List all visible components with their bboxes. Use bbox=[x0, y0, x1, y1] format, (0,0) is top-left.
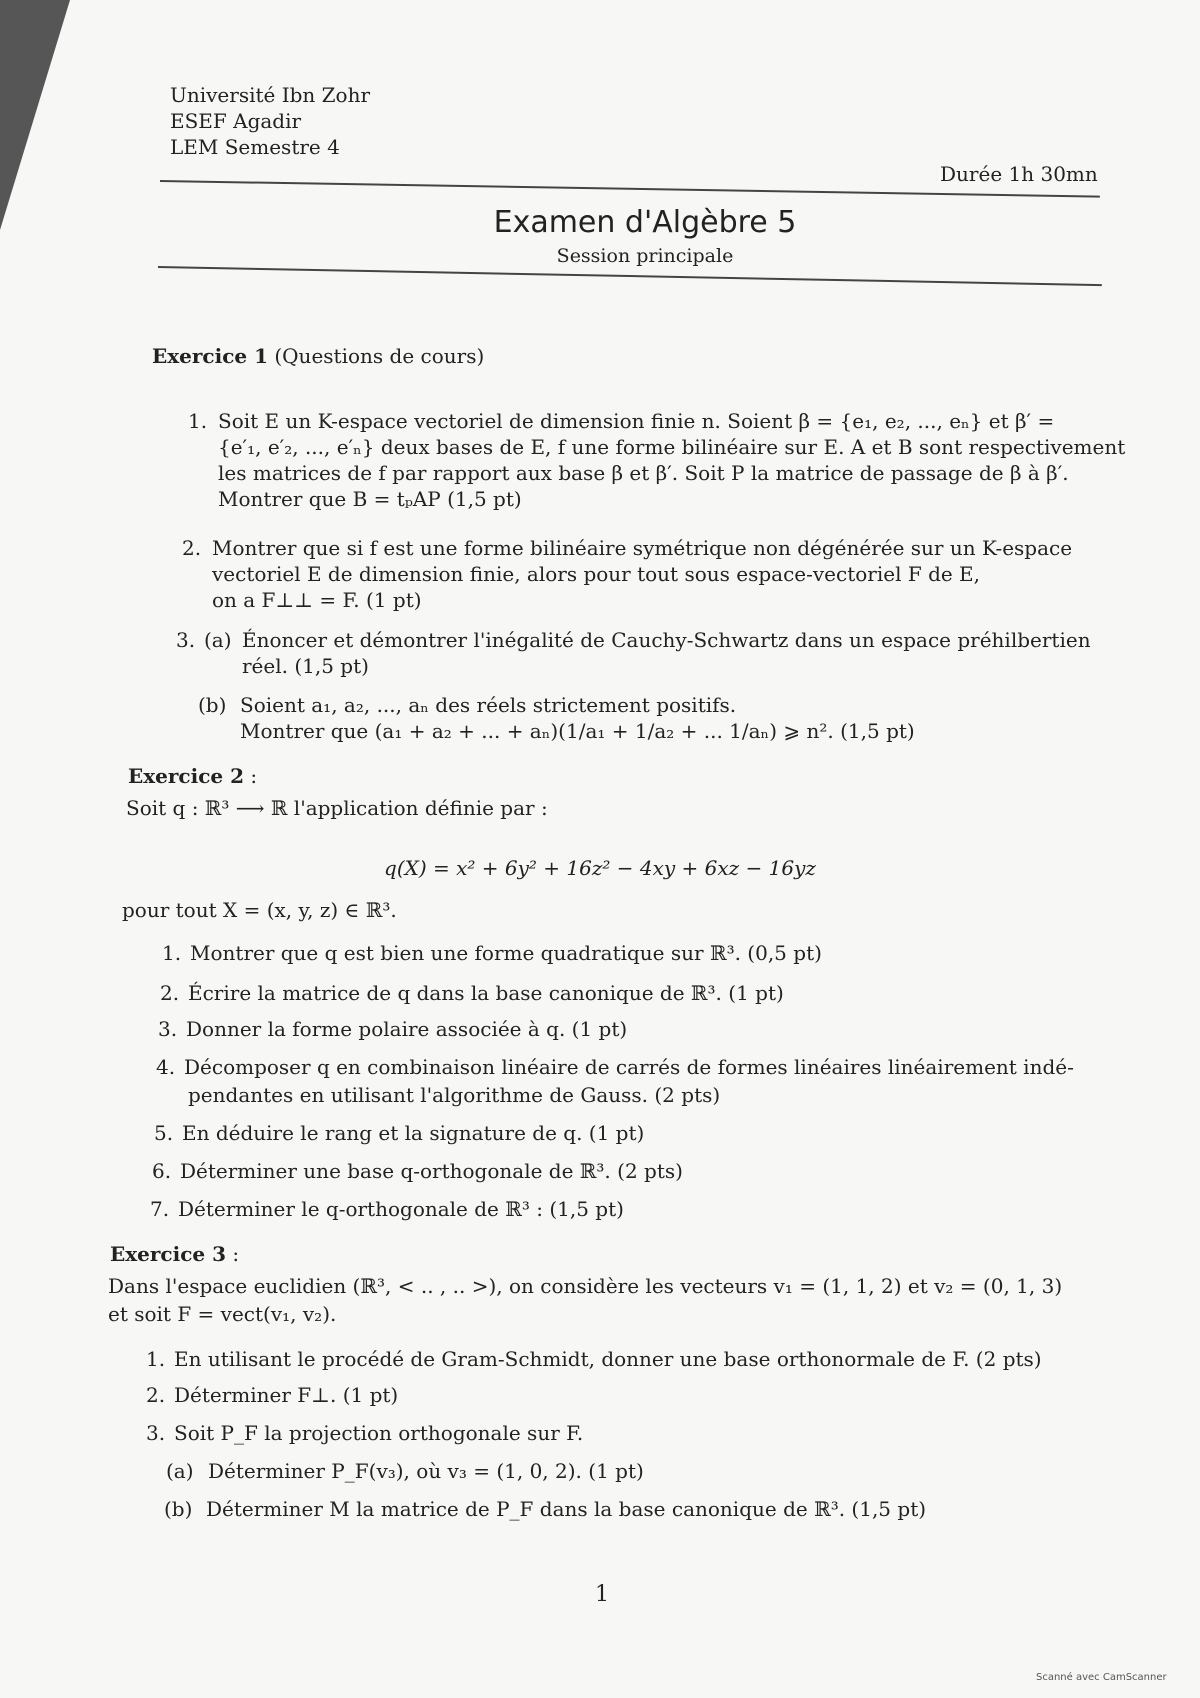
question-number: 2. bbox=[146, 1383, 166, 1407]
item-number: 1. bbox=[162, 941, 182, 965]
question-number: 3. bbox=[146, 1421, 166, 1445]
ex1-question-1 bbox=[188, 408, 216, 434]
ex3-q3a-text: Déterminer P_F(v₃), où v₃ = (1, 0, 2). (1 pt) bbox=[208, 1459, 644, 1483]
exercise-2-colon: : bbox=[250, 764, 258, 788]
page-number: 1 bbox=[595, 1582, 609, 1607]
ex1-q1-line1: Soit E un K-espace vectoriel de dimension finie n. Soient β = {e₁, e₂, ..., eₙ} et β′ = bbox=[218, 409, 1055, 433]
institution-header bbox=[170, 82, 370, 160]
ex2-item-2 bbox=[160, 980, 784, 1006]
ex1-question-3 bbox=[176, 627, 204, 653]
item-number: 5. bbox=[154, 1121, 174, 1145]
question-number: 3. bbox=[176, 628, 196, 652]
exercise-3-title: Exercice 3 bbox=[110, 1242, 226, 1266]
ex1-q3a-line1: Énoncer et démontrer l'inégalité de Cauchy-Schwartz dans un espace préhilbertien bbox=[242, 628, 1091, 652]
item-text: Donner la forme polaire associée à q. (1 pt) bbox=[186, 1017, 628, 1041]
ex3-q3b-label: (b) bbox=[164, 1497, 193, 1521]
exercise-3-colon: : bbox=[232, 1242, 240, 1266]
ex2-intro: Soit q : ℝ³ ⟶ ℝ l'application définie par : bbox=[126, 796, 548, 820]
ex3-q3b-text: Déterminer M la matrice de P_F dans la base canonique de ℝ³. (1,5 pt) bbox=[206, 1497, 927, 1521]
question-number: 2. bbox=[182, 536, 202, 560]
item-text: Décomposer q en combinaison linéaire de carrés de formes linéaires linéairement indé- bbox=[184, 1055, 1074, 1079]
scanner-watermark: Scanné avec CamScanner bbox=[1036, 1672, 1167, 1683]
item-text: Déterminer le q-orthogonale de ℝ³ : (1,5 pt) bbox=[178, 1197, 624, 1221]
ex1-q3b-line1: Soient a₁, a₂, ..., aₙ des réels strictement positifs. bbox=[240, 693, 737, 717]
ex3-q3a-label: (a) bbox=[166, 1459, 194, 1483]
bottom-divider bbox=[158, 266, 1102, 286]
exam-duration: Durée 1h 30mn bbox=[940, 162, 1098, 186]
question-text: Déterminer F⊥. (1 pt) bbox=[174, 1383, 399, 1407]
item-number: 3. bbox=[158, 1017, 178, 1041]
ex1-q2-line2: vectoriel E de dimension finie, alors pour tout sous espace-vectoriel F de E, bbox=[212, 562, 981, 586]
question-number: 1. bbox=[146, 1347, 166, 1371]
school-name: ESEF Agadir bbox=[170, 109, 302, 133]
ex1-q3a-line2: réel. (1,5 pt) bbox=[242, 654, 369, 678]
ex1-q1-line2: {e′₁, e′₂, ..., e′ₙ} deux bases de E, f une forme bilinéaire sur E. A et B sont respectivement bbox=[218, 435, 1126, 459]
exercise-1-heading bbox=[152, 342, 484, 370]
item-number: 2. bbox=[160, 981, 180, 1005]
ex2-item-5 bbox=[154, 1120, 644, 1146]
ex1-q2-line3: on a F⊥⊥ = F. (1 pt) bbox=[212, 588, 422, 612]
ex2-forall: pour tout X = (x, y, z) ∈ ℝ³. bbox=[122, 898, 397, 922]
ex2-item-4-line2: pendantes en utilisant l'algorithme de Gauss. (2 pts) bbox=[188, 1083, 721, 1107]
exam-title: Examen d'Algèbre 5 bbox=[493, 205, 797, 240]
program-name: LEM Semestre 4 bbox=[170, 135, 340, 159]
ex2-item-7 bbox=[150, 1196, 624, 1222]
ex1-question-2 bbox=[182, 535, 210, 561]
ex3-intro-line2: et soit F = vect(v₁, v₂). bbox=[108, 1302, 337, 1326]
ex1-q3b-label: (b) bbox=[198, 693, 227, 717]
exercise-3-heading bbox=[110, 1240, 239, 1268]
ex2-item-1 bbox=[162, 940, 822, 966]
item-number: 4. bbox=[156, 1055, 176, 1079]
ex3-intro-line1: Dans l'espace euclidien (ℝ³, < .. , .. >), on considère les vecteurs v₁ = (1, 1, 2) et v₂ = (0, 1, 3) bbox=[108, 1274, 1063, 1298]
ex3-question-1 bbox=[146, 1346, 1042, 1372]
ex2-item-3 bbox=[158, 1016, 627, 1042]
exercise-1-title: Exercice 1 bbox=[152, 344, 268, 368]
item-text: Montrer que q est bien une forme quadratique sur ℝ³. (0,5 pt) bbox=[190, 941, 822, 965]
ex1-q3a-label: (a) bbox=[204, 628, 232, 652]
question-text: En utilisant le procédé de Gram-Schmidt, donner une base orthonormale de F. (2 pts) bbox=[174, 1347, 1042, 1371]
question-number: 1. bbox=[188, 409, 208, 433]
ex2-item-6 bbox=[152, 1158, 683, 1184]
ex1-q2-line1: Montrer que si f est une forme bilinéaire symétrique non dégénérée sur un K-espace bbox=[212, 536, 1073, 560]
university-name: Université Ibn Zohr bbox=[170, 83, 371, 107]
exercise-1-subtitle: (Questions de cours) bbox=[274, 344, 485, 368]
exam-session: Session principale bbox=[556, 245, 734, 267]
ex1-q1-line3: les matrices de f par rapport aux base β et β′. Soit P la matrice de passage de β à β′. bbox=[218, 461, 1069, 485]
exercise-2-heading bbox=[128, 762, 257, 790]
exercise-2-title: Exercice 2 bbox=[128, 764, 244, 788]
question-text: Soit P_F la projection orthogonale sur F. bbox=[174, 1421, 584, 1445]
ex1-q3b-line2: Montrer que (a₁ + a₂ + ... + aₙ)(1/a₁ + 1/a₂ + ... 1/aₙ) ⩾ n². (1,5 pt) bbox=[240, 719, 915, 743]
ex2-item-4 bbox=[156, 1054, 1074, 1080]
item-text: Écrire la matrice de q dans la base canonique de ℝ³. (1 pt) bbox=[188, 981, 784, 1005]
ex3-question-3 bbox=[146, 1420, 583, 1446]
item-text: En déduire le rang et la signature de q. (1 pt) bbox=[182, 1121, 645, 1145]
item-number: 6. bbox=[152, 1159, 172, 1183]
item-text: Déterminer une base q-orthogonale de ℝ³. (2 pts) bbox=[180, 1159, 683, 1183]
ex3-question-2 bbox=[146, 1382, 398, 1408]
ex2-formula: q(X) = x² + 6y² + 16z² − 4xy + 6xz − 16yz bbox=[384, 856, 816, 880]
ex1-q1-line4: Montrer que B = tₚAP (1,5 pt) bbox=[218, 487, 522, 511]
item-number: 7. bbox=[150, 1197, 170, 1221]
